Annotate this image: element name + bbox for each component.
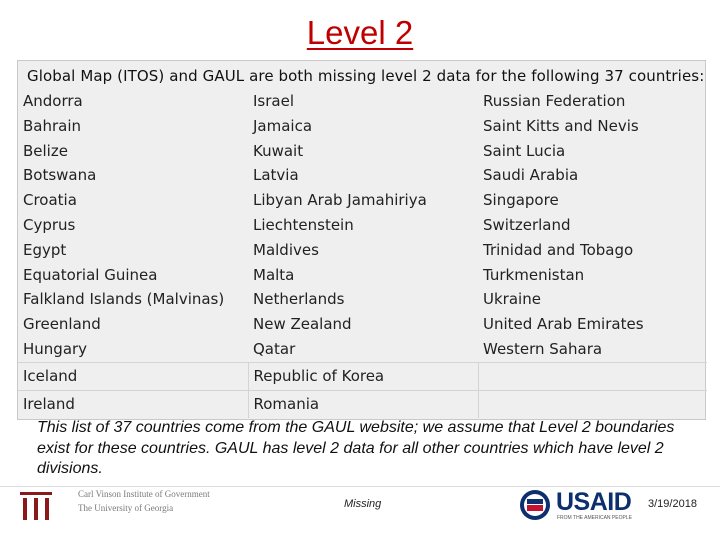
country-cell: Falkland Islands (Malvinas) <box>23 290 225 309</box>
country-cell: Hungary <box>18 337 248 362</box>
usaid-wordmark: USAID <box>556 488 632 516</box>
usaid-tagline: FROM THE AMERICAN PEOPLE <box>557 515 632 521</box>
country-cell: Egypt <box>23 240 67 259</box>
country-cell: Western Sahara <box>478 337 707 362</box>
country-cell: Libyan Arab Jamahiriya <box>253 191 427 210</box>
country-cell: Ukraine <box>483 290 541 309</box>
table-row <box>18 238 707 263</box>
country-cell: United Arab Emirates <box>483 315 644 334</box>
cvig-name: Carl Vinson Institute of Government <box>78 489 210 499</box>
country-cell <box>478 362 707 390</box>
table-row <box>18 139 707 164</box>
table-row <box>18 390 707 418</box>
table-row <box>18 337 707 362</box>
country-cell: Botswana <box>23 166 97 185</box>
country-cell: Switzerland <box>483 215 571 234</box>
table-row <box>18 114 707 139</box>
country-cell: Netherlands <box>253 290 345 309</box>
country-cell: Singapore <box>483 191 559 210</box>
table-row <box>18 312 707 337</box>
slide-date: 3/19/2018 <box>648 498 697 510</box>
country-cell: Greenland <box>23 315 101 334</box>
country-cell: Maldives <box>253 240 319 259</box>
table-row <box>18 213 707 238</box>
country-cell: Turkmenistan <box>483 265 585 284</box>
country-cell: Israel <box>253 92 294 110</box>
list-subtitle: Global Map (ITOS) and GAUL are both missing level 2 data for the following 37 countries: <box>27 67 705 85</box>
country-cell: Malta <box>253 265 295 284</box>
country-cell: Trinidad and Tobago <box>483 240 634 259</box>
footer-divider <box>0 486 720 487</box>
country-cell: New Zealand <box>253 315 352 334</box>
source-note: This list of 37 countries come from the GAUL website; we assume that Level 2 boundaries exist for these countries. GAUL has level 2 data for all other countries which have level 2 divisions. <box>37 419 675 477</box>
footer-center-text: Missing <box>344 498 382 510</box>
table-row <box>18 163 707 188</box>
country-cell: Belize <box>23 141 68 160</box>
country-cell: Romania <box>248 390 478 418</box>
cvig-logo <box>18 489 210 523</box>
table-row <box>18 263 707 288</box>
slide-title: Level 2 <box>306 14 414 51</box>
country-cell: Jamaica <box>253 116 313 135</box>
table-row <box>18 362 707 390</box>
country-cell: Liechtenstein <box>253 215 354 234</box>
country-table <box>18 89 707 418</box>
country-cell: Qatar <box>248 337 478 362</box>
table-row <box>18 287 707 312</box>
country-cell: Andorra <box>23 92 83 110</box>
table-row <box>18 188 707 213</box>
country-cell: Russian Federation <box>483 92 626 110</box>
country-cell <box>478 390 707 418</box>
usaid-seal-icon <box>518 488 552 522</box>
columns-icon <box>18 489 54 523</box>
country-cell: Croatia <box>23 191 77 210</box>
country-cell: Iceland <box>18 362 248 390</box>
country-cell: Latvia <box>253 166 299 185</box>
cvig-university: The University of Georgia <box>78 503 174 513</box>
country-cell: Ireland <box>23 394 75 413</box>
country-cell: Saudi Arabia <box>483 166 579 185</box>
country-cell: Equatorial Guinea <box>23 265 158 284</box>
country-cell: Saint Kitts and Nevis <box>483 116 639 135</box>
country-cell: Saint Lucia <box>483 141 566 160</box>
country-cell: Kuwait <box>253 141 304 160</box>
usaid-logo <box>518 488 658 522</box>
country-cell: Republic of Korea <box>248 362 478 390</box>
country-list-panel <box>17 60 706 420</box>
country-cell: Bahrain <box>23 116 82 135</box>
country-cell: Cyprus <box>23 215 76 234</box>
table-row <box>18 89 707 114</box>
